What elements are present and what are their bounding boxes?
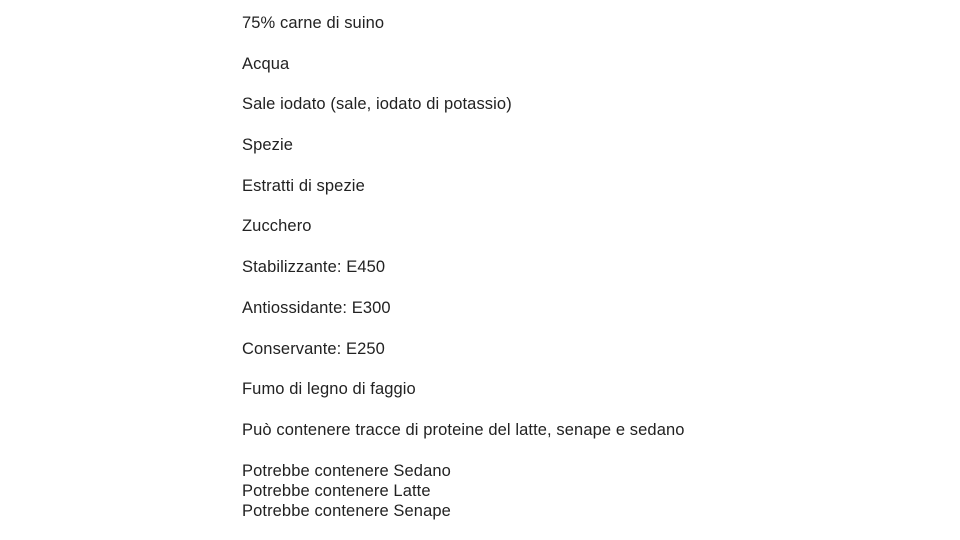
ingredient-item: Antiossidante: E300 xyxy=(242,298,391,317)
ingredient-item: Fumo di legno di faggio xyxy=(242,380,416,399)
ingredient-item: Acqua xyxy=(242,54,290,73)
ingredient-item: Conservante: E250 xyxy=(242,339,385,358)
allergen-warnings xyxy=(242,461,842,521)
ingredient-item: 75% carne di suino xyxy=(242,14,385,32)
allergen-warning: Potrebbe contenere Sedano xyxy=(242,461,451,480)
ingredient-item: Estratti di spezie xyxy=(242,176,365,195)
allergen-warning: Potrebbe contenere Latte xyxy=(242,481,431,500)
ingredient-item: Stabilizzante: E450 xyxy=(242,258,386,277)
ingredient-item: Zucchero xyxy=(242,217,312,236)
ingredient-item: Può contenere tracce di proteine del latte, senape e sedano xyxy=(242,420,685,439)
ingredient-item: Sale iodato (sale, iodato di potassio) xyxy=(242,95,512,114)
ingredient-item: Spezie xyxy=(242,136,294,155)
ingredient-list xyxy=(242,13,842,521)
allergen-warning: Potrebbe contenere Senape xyxy=(242,501,451,520)
